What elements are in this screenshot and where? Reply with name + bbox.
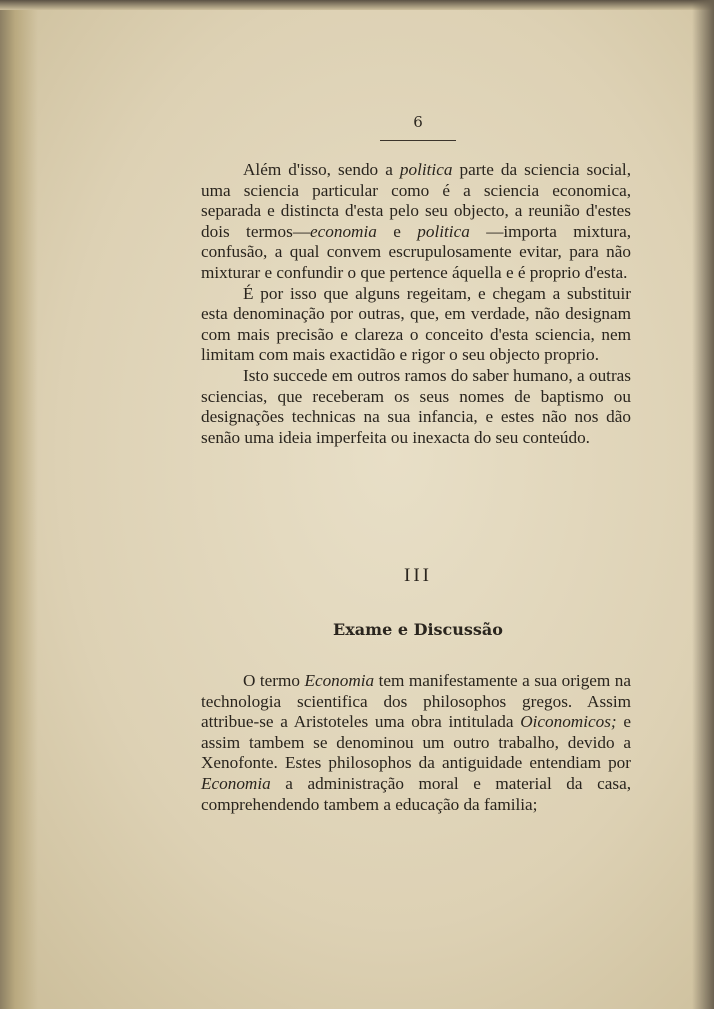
p1-text-3: e [376,221,418,241]
p4-text-2: tem manifestamente a sua origem na technologia scientifica dos philosophos gregos. Assim attribue-se a Aristoteles uma obra intitulada [201,671,631,732]
p1-italic-3: politica [417,221,470,241]
p4-text-4: a administração moral e material da casa, comprehendendo tambem a educação da familia; [201,773,631,814]
page-number-rule [380,140,456,141]
p4-italic-1: Economia [304,671,375,690]
p1-italic-1: politica [399,160,453,179]
p1-text-2: parte da sciencia social, uma sciencia particular como é a sciencia economica, separada e distincta d'esta pelo seu objecto, a reunião d'estes dois termos— [201,160,631,241]
paragraph-4 [201,671,631,815]
p4-italic-2: Oiconomicos; [520,712,617,732]
p1-text-1: Além d'isso, sendo a [243,160,400,179]
text-block-bottom [201,671,631,815]
p4-text-3: e assim tambem se denominou um outro trabalho, devido a Xenofonte. Estes philosophos da antiguidade entendiam por [201,712,631,773]
paragraph-1 [201,160,631,284]
section-number: III [404,565,432,586]
paragraph-2: É por isso que alguns regeitam, e chegam a substituir esta denominação por outras, que, em verdade, não designam com mais precisão e clareza o conceito d'esta sciencia, nem limitam com mais exactidão e rigor o seu objecto proprio. [201,283,631,365]
p1-italic-2: economia [310,221,377,241]
page-top-edge [0,0,714,10]
p4-italic-3: Economia [201,773,271,793]
text-block-top [201,160,631,448]
p4-text-1: O termo [243,671,305,690]
p1-text-4: —importa mixtura, confusão, a qual convem escrupulosamente evitar, para não mixturar e confundir o que pertence áquella e é proprio d'esta. [201,221,631,282]
paragraph-3: Isto succede em outros ramos do saber humano, a outras sciencias, que receberam os seus nomes de baptismo ou designações technicas na sua infancia, e estes não nos dão senão uma ideia imperfeita ou inexacta do seu conteúdo. [201,365,631,447]
page-number: 6 [413,113,423,131]
section-title: Exame e Discussão [333,620,503,639]
